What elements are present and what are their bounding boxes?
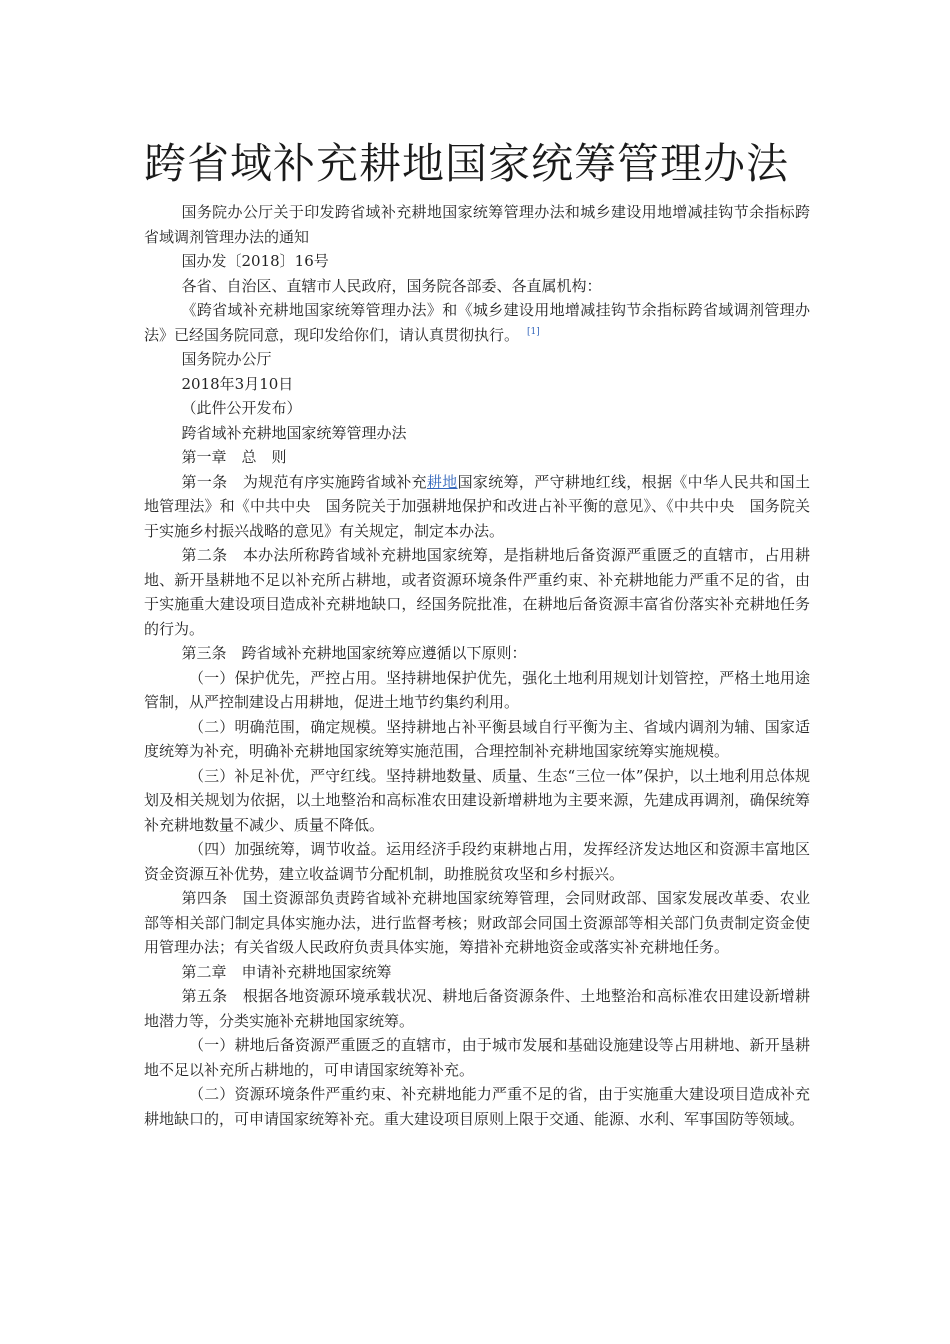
article-4: 第四条 国土资源部负责跨省域补充耕地国家统筹管理，会同财政部、国家发展改革委、农业部等相关部门制定具体实施办法，进行监督考核；财政部会同国土资源部等相关部门负责制定资金使用管理办法；有关省级人民政府负责具体实施，筹措补充耕地资金或落实补充耕地任务。 <box>144 889 810 956</box>
chapter-heading-2: 第二章 申请补充耕地国家统筹 <box>181 962 392 981</box>
footnote-link[interactable]: [1] <box>527 326 540 337</box>
article-1-text-end: 国家统筹，严守耕地红线，根据《中华人民共和国土地管理法》和《中共中央 国务院关于加强耕地保护和改进占补平衡的意见》、《中共中央 国务院关于实施乡村振兴战略的意见》有关规定，制定本办法。 <box>144 472 810 540</box>
article-3: 第三条 跨省域补充耕地国家统筹应遵循以下原则： <box>181 644 527 662</box>
article-3-item-2: （二）明确范围，确定规模。坚持耕地占补平衡县域自行平衡为主、省域内调剂为辅、国家适度统筹为补充，明确补充耕地国家统筹实施范围，合理控制补充耕地国家统筹实施规模。 <box>144 717 810 760</box>
article-1-text-start: 第一条 为规范有序实施跨省域补充 <box>181 472 427 491</box>
article-1 <box>144 470 810 544</box>
article-5-item-2: （二）资源环境条件严重约束、补充耕地能力严重不足的省，由于实施重大建设项目造成补充耕地缺口的，可申请国家统筹补充。重大建设项目原则上限于交通、能源、水利、军事国防等领域。 <box>144 1085 810 1128</box>
publish-note: （此件公开发布） <box>181 399 302 417</box>
addressees: 各省、自治区、直辖市人民政府，国务院各部委、各直属机构： <box>181 276 602 295</box>
issuer: 国务院办公厅 <box>181 350 272 368</box>
issue-date: 2018年3月10日 <box>181 374 294 393</box>
notice-body-text: 《跨省域补充耕地国家统筹管理办法》和《城乡建设用地增减挂钩节余指标跨省域调剂管理办法》已经国务院同意，现印发给你们，请认真贯彻执行。 <box>144 301 810 344</box>
article-3-item-1: （一）保护优先，严控占用。坚持耕地保护优先，强化土地利用规划计划管控，严格土地用途管制，从严控制建设占用耕地，促进土地节约集约利用。 <box>144 668 810 711</box>
chapter-heading-1: 第一章 总 则 <box>181 448 287 466</box>
article-3-item-4: （四）加强统筹，调节收益。运用经济手段约束耕地占用，发挥经济发达地区和资源丰富地区资金资源互补优势，建立收益调节分配机制，助推脱贫攻坚和乡村振兴。 <box>144 840 810 883</box>
document-body <box>144 200 810 1131</box>
page-title: 跨省域补充耕地国家统筹管理办法 <box>144 139 790 188</box>
article-5-item-1: （一）耕地后备资源严重匮乏的直辖市，由于城市发展和基础设施建设等占用耕地、新开垦耕地不足以补充所占耕地的，可申请国家统筹补充。 <box>144 1036 810 1079</box>
article-5: 第五条 根据各地资源环境承载状况、耕地后备资源条件、土地整治和高标准农田建设新增耕地潜力等，分类实施补充耕地国家统筹。 <box>144 987 810 1030</box>
article-2: 第二条 本办法所称跨省域补充耕地国家统筹，是指耕地后备资源严重匮乏的直辖市，占用耕地、新开垦耕地不足以补充所占耕地，或者资源环境条件严重约束、补充耕地能力严重不足的省，由于实施重大建设项目造成补充耕地缺口，经国务院批准，在耕地后备资源丰富省份落实补充耕地任务的行为。 <box>144 546 810 638</box>
notice-title: 国务院办公厅关于印发跨省域补充耕地国家统筹管理办法和城乡建设用地增减挂钩节余指标跨省域调剂管理办法的通知 <box>144 203 810 246</box>
doc-title: 跨省域补充耕地国家统筹管理办法 <box>181 423 407 442</box>
doc-number: 国办发〔2018〕16号 <box>181 252 329 270</box>
article-3-item-3: （三）补足补优，严守红线。坚持耕地数量、质量、生态“三位一体”保护，以土地利用总体规划及相关规划为依据，以土地整治和高标准农田建设新增耕地为主要来源，先建成再调剂，确保统筹补充耕地数量不减少、质量不降低。 <box>144 766 810 834</box>
farmland-link[interactable]: 耕地 <box>426 472 458 491</box>
notice-body-paragraph <box>144 298 810 347</box>
